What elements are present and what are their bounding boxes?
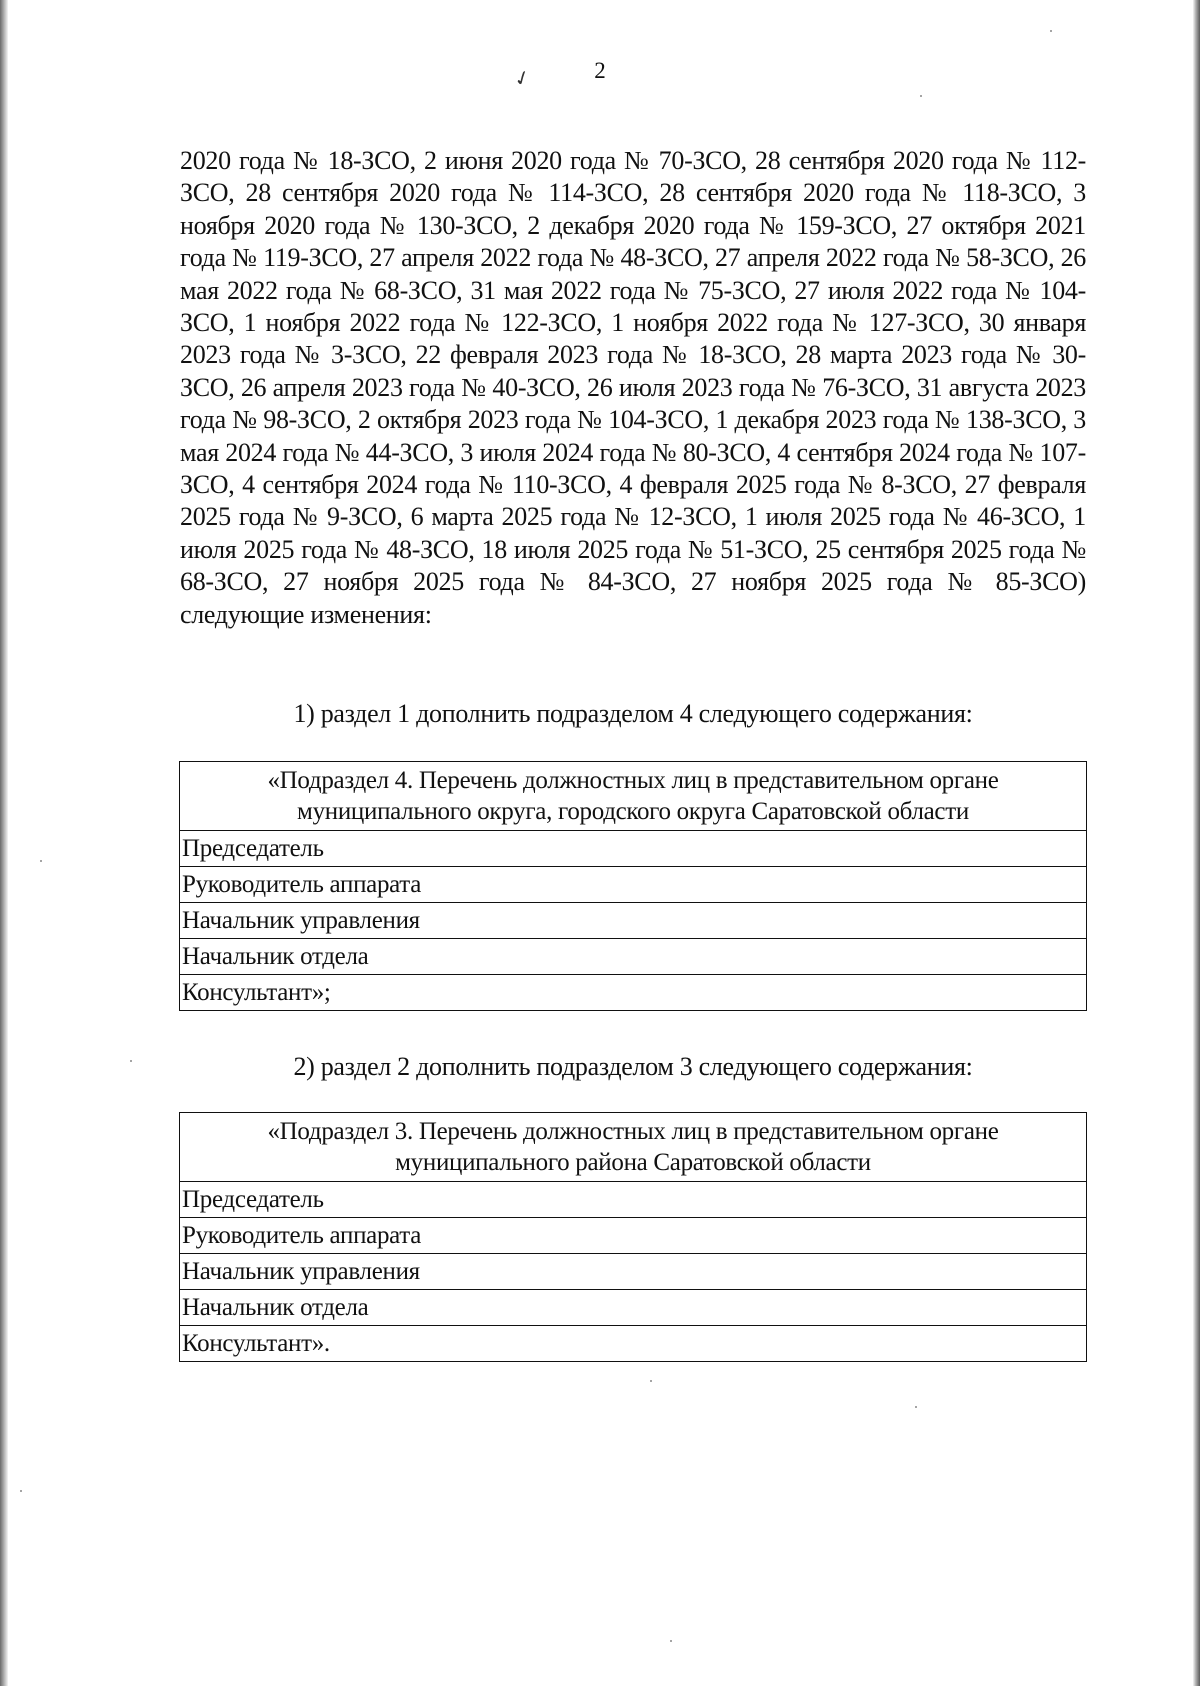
scan-speck bbox=[670, 1640, 672, 1642]
table-title bbox=[180, 1113, 1087, 1182]
amendment-item-1-heading: 1) раздел 1 дополнить подразделом 4 следующего содержания: bbox=[293, 699, 973, 728]
scan-speck bbox=[1050, 30, 1052, 32]
table-row bbox=[180, 1182, 1087, 1218]
scan-speck bbox=[20, 1490, 22, 1492]
amendment-item-2-heading: 2) раздел 2 дополнить подразделом 3 следующего содержания: bbox=[293, 1052, 973, 1081]
body-paragraph: 2020 года № 18-ЗСО, 2 июня 2020 года № 70-ЗСО, 28 сентября 2020 года № 112-ЗСО, 28 сентября 2020 года № 114-ЗСО, 28 сентября 2020 года № 118-ЗСО, 3 ноября 2020 года № 130-ЗСО, 2 декабря 2020 года № 159-ЗСО, 27 октября 2021 года № 119-ЗСО, 27 апреля 2022 года № 48-ЗСО, 27 апреля 2022 года № 58-ЗСО, 26 мая 2022 года № 68-ЗСО, 31 мая 2022 года № 75-ЗСО, 27 июля 2022 года № 104-ЗСО, 1 ноября 2022 года № 122-ЗСО, 1 ноября 2022 года № 127-ЗСО, 30 января 2023 года № 3-ЗСО, 22 февраля 2023 года № 18-ЗСО, 28 марта 2023 года № 30-ЗСО, 26 апреля 2023 года № 40-ЗСО, 26 июля 2023 года № 76-ЗСО, 31 августа 2023 года № 98-ЗСО, 2 октября 2023 года № 104-ЗСО, 1 декабря 2023 года № 138-ЗСО, 3 мая 2024 года № 44-ЗСО, 3 июля 2024 года № 80-ЗСО, 4 сентября 2024 года № 107-ЗСО, 4 сентября 2024 года № 110-ЗСО, 4 февраля 2025 года № 8-ЗСО, 27 февраля 2025 года № 9-ЗСО, 6 марта 2025 года № 12-ЗСО, 1 июля 2025 года № 46-ЗСО, 1 июля 2025 года № 48-ЗСО, 18 июля 2025 года № 51-ЗСО, 25 сентября 2025 года № 68-ЗСО, 27 ноября 2025 года № 84-ЗСО, 27 ноября 2025 года № 85-ЗСО) следующие изменения: bbox=[180, 146, 1086, 629]
scan-speck bbox=[130, 1060, 132, 1062]
handwritten-mark-icon: ✓ bbox=[510, 65, 535, 93]
table-row bbox=[180, 1290, 1087, 1326]
table-title-line-1: «Подраздел 3. Перечень должностных лиц в представительном органе bbox=[267, 1118, 999, 1145]
scan-speck bbox=[40, 860, 42, 862]
table-title bbox=[180, 762, 1087, 831]
table-row bbox=[180, 1218, 1087, 1254]
position-cell: Руководитель аппарата bbox=[180, 867, 1087, 903]
table-row bbox=[180, 903, 1087, 939]
position-cell: Консультант». bbox=[180, 1326, 1087, 1362]
table-row bbox=[180, 975, 1087, 1011]
position-cell: Председатель bbox=[180, 1182, 1087, 1218]
position-cell: Председатель bbox=[180, 831, 1087, 867]
table-title-line-1: «Подраздел 4. Перечень должностных лиц в представительном органе bbox=[267, 767, 999, 794]
table-row bbox=[180, 1326, 1087, 1362]
position-cell: Руководитель аппарата bbox=[180, 1218, 1087, 1254]
table-row bbox=[180, 939, 1087, 975]
table-header-row bbox=[180, 1113, 1087, 1182]
position-cell: Консультант»; bbox=[180, 975, 1087, 1011]
scan-edge-right bbox=[1193, 0, 1200, 1686]
positions-table-1 bbox=[179, 761, 1087, 1011]
table-title-line-2: муниципального округа, городского округа Саратовской области bbox=[297, 798, 969, 825]
table-row bbox=[180, 867, 1087, 903]
positions-table-2 bbox=[179, 1112, 1087, 1362]
table-row bbox=[180, 1254, 1087, 1290]
scan-speck bbox=[920, 95, 922, 97]
position-cell: Начальник отдела bbox=[180, 1290, 1087, 1326]
table-row bbox=[180, 831, 1087, 867]
page-number: 2 bbox=[594, 58, 606, 83]
table-title-line-2: муниципального района Саратовской области bbox=[395, 1149, 871, 1176]
scan-speck bbox=[915, 1406, 917, 1408]
position-cell: Начальник управления bbox=[180, 903, 1087, 939]
table-header-row bbox=[180, 762, 1087, 831]
position-cell: Начальник управления bbox=[180, 1254, 1087, 1290]
position-cell: Начальник отдела bbox=[180, 939, 1087, 975]
scan-edge-left bbox=[0, 0, 8, 1686]
scan-speck bbox=[650, 1380, 652, 1382]
